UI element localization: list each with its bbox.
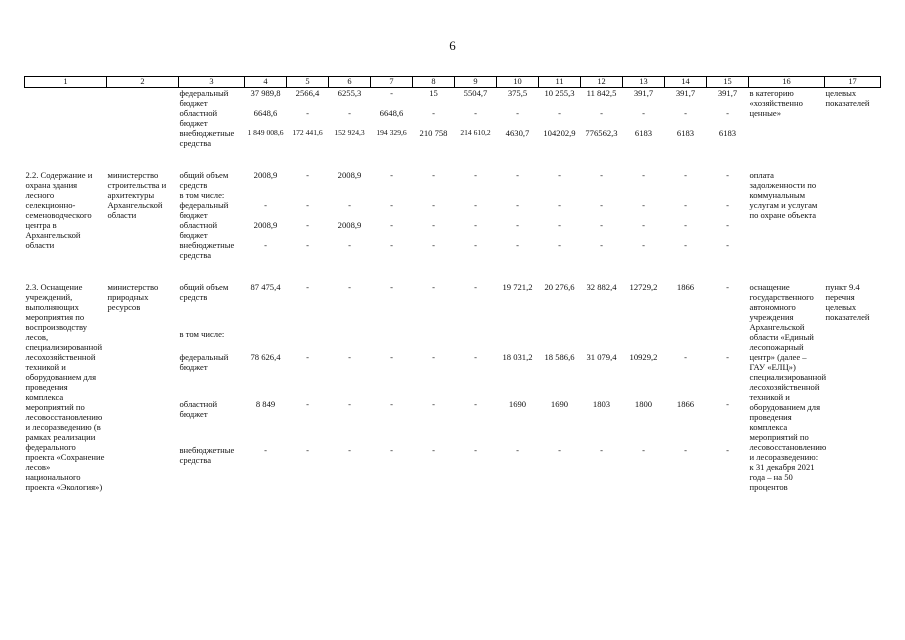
value-cell: -	[558, 200, 561, 210]
value-cell: -	[306, 445, 309, 456]
funding-source-label: федеральный бюджет	[179, 88, 229, 108]
value-cell	[497, 329, 539, 352]
value-cell: -	[432, 108, 435, 118]
value-cell	[287, 190, 329, 200]
column-header: 8	[413, 77, 455, 88]
value-cell: -	[600, 170, 603, 180]
value-cell: -	[726, 108, 729, 118]
value-cell: -	[642, 108, 645, 118]
value-cell: -	[306, 170, 309, 180]
value-cell: -	[516, 108, 519, 118]
executor	[107, 88, 179, 149]
funding-source-label: общий объем средств	[179, 282, 229, 302]
value-cell: 776562,3	[585, 128, 618, 138]
value-cell: -	[264, 445, 267, 456]
value-cell: -	[726, 282, 729, 292]
column-header: 1	[25, 77, 107, 88]
value-cell: -	[306, 240, 309, 250]
value-cell: -	[390, 200, 393, 210]
value-cell: 6183	[676, 128, 695, 138]
value-cell	[329, 190, 371, 200]
value-cell: 172 441,6	[292, 128, 323, 137]
value-cell: -	[390, 398, 393, 409]
value-cell: -	[432, 240, 435, 250]
value-cell: 1 849 008,6	[247, 128, 284, 137]
value-cell	[581, 329, 623, 352]
value-cell: -	[348, 398, 351, 409]
spacer-row	[25, 260, 881, 282]
value-cell	[455, 190, 497, 200]
value-cell: 10929,2	[629, 351, 658, 362]
value-cell: -	[474, 220, 477, 230]
value-cell: -	[306, 282, 309, 292]
value-cell: -	[558, 108, 561, 118]
value-cell: -	[726, 200, 729, 210]
value-cell: 6183	[718, 128, 737, 138]
measure-title	[25, 88, 107, 149]
value-cell: -	[306, 108, 309, 118]
value-cell: 391,7	[717, 88, 738, 98]
value-cell: 2008,9	[253, 220, 278, 230]
value-cell: 2008,9	[337, 220, 362, 230]
value-cell: -	[558, 445, 561, 456]
value-cell: -	[432, 445, 435, 456]
funding-source-label: областной бюджет	[179, 108, 218, 128]
value-cell: 1690	[508, 398, 527, 409]
value-cell: 152 924,3	[334, 128, 365, 137]
value-cell: 391,7	[675, 88, 696, 98]
column-header: 4	[245, 77, 287, 88]
value-cell: 18 586,6	[544, 351, 575, 362]
value-cell: -	[474, 200, 477, 210]
value-cell: 1800	[634, 398, 653, 409]
funding-source-label: областной бюджет	[179, 398, 218, 419]
value-cell	[707, 329, 749, 352]
funding-source-label: общий объем средств	[179, 170, 229, 190]
value-cell: -	[684, 445, 687, 456]
value-cell: 210 758	[419, 128, 448, 138]
value-cell: 6648,6	[379, 108, 404, 118]
value-cell: -	[474, 170, 477, 180]
column-header: 16	[749, 77, 825, 88]
value-cell	[371, 190, 413, 200]
value-cell	[665, 329, 707, 352]
value-cell	[245, 329, 287, 352]
value-cell: -	[684, 220, 687, 230]
value-cell: -	[390, 220, 393, 230]
value-cell: -	[390, 445, 393, 456]
value-cell: -	[432, 220, 435, 230]
value-cell: -	[684, 200, 687, 210]
target-indicator	[825, 170, 881, 260]
value-cell	[497, 190, 539, 200]
value-cell: 1866	[676, 282, 695, 292]
value-cell: -	[306, 351, 309, 362]
value-cell: -	[348, 240, 351, 250]
column-header: 11	[539, 77, 581, 88]
executor: министерство природных ресурсов	[107, 282, 159, 312]
value-cell: 214 610,2	[460, 128, 491, 137]
value-cell: -	[684, 351, 687, 362]
value-cell: 10 255,3	[544, 88, 575, 98]
value-cell	[665, 190, 707, 200]
value-cell: 1803	[592, 398, 611, 409]
value-cell: 391,7	[633, 88, 654, 98]
value-cell	[539, 190, 581, 200]
value-cell	[539, 329, 581, 352]
table-row	[25, 88, 881, 109]
funding-source-label: внебюджетные средства	[179, 445, 235, 466]
value-cell: -	[432, 170, 435, 180]
value-cell: -	[726, 220, 729, 230]
spacer-row	[25, 148, 881, 170]
value-cell	[245, 190, 287, 200]
value-cell: 4630,7	[505, 128, 530, 138]
value-cell: -	[516, 220, 519, 230]
value-cell: -	[432, 398, 435, 409]
value-cell: -	[600, 445, 603, 456]
value-cell: -	[600, 108, 603, 118]
column-header: 14	[665, 77, 707, 88]
value-cell	[287, 329, 329, 352]
value-cell: 31 079,4	[586, 351, 617, 362]
header-row	[25, 77, 881, 88]
value-cell	[413, 190, 455, 200]
funding-source-label: внебюджетные средства	[179, 240, 235, 260]
value-cell: -	[432, 282, 435, 292]
value-cell: -	[600, 220, 603, 230]
value-cell: 194 329,6	[376, 128, 407, 137]
value-cell: -	[306, 398, 309, 409]
page-number: 6	[449, 38, 456, 53]
value-cell	[329, 329, 371, 352]
value-cell: -	[684, 170, 687, 180]
value-cell: 2008,9	[337, 170, 362, 180]
value-cell: -	[516, 240, 519, 250]
column-header: 5	[287, 77, 329, 88]
value-cell: -	[642, 445, 645, 456]
value-cell: -	[390, 282, 393, 292]
column-header: 15	[707, 77, 749, 88]
budget-table	[24, 76, 881, 492]
value-cell: 1866	[676, 398, 695, 409]
value-cell: -	[306, 220, 309, 230]
value-cell: 87 475,4	[250, 282, 281, 292]
value-cell: 15	[429, 88, 438, 98]
value-cell: -	[642, 220, 645, 230]
value-cell: -	[726, 398, 729, 409]
target-indicator: пункт 9.4 перечня целевых показателей	[825, 282, 870, 322]
value-cell: -	[348, 445, 351, 456]
value-cell: -	[348, 108, 351, 118]
value-cell: -	[684, 108, 687, 118]
value-cell: -	[348, 200, 351, 210]
value-cell: -	[390, 170, 393, 180]
column-header: 2	[107, 77, 179, 88]
value-cell	[581, 190, 623, 200]
value-cell: -	[474, 351, 477, 362]
value-cell	[707, 190, 749, 200]
value-cell: -	[264, 240, 267, 250]
target-indicator: целевых показателей	[825, 88, 870, 108]
column-header: 7	[371, 77, 413, 88]
value-cell: 19 721,2	[502, 282, 533, 292]
value-cell: 32 882,4	[586, 282, 617, 292]
column-header: 13	[623, 77, 665, 88]
value-cell: 5504,7	[463, 88, 488, 98]
value-cell: -	[390, 88, 393, 98]
value-cell	[455, 329, 497, 352]
value-cell: -	[726, 170, 729, 180]
value-cell: -	[264, 200, 267, 210]
expected-result: оснащение государственного автономного учреждения Архангельской области «Единый лесопожарный центр» (далее – ГАУ «ЕЛЦ») специализированной лесохозяйственной техникой и оборудованием для проведения комплекса мероприятий по лесовосстановлению и лесоразведению: к 31 декабря 2021 года – на 50 процентов	[749, 282, 827, 492]
column-header: 10	[497, 77, 539, 88]
column-header: 6	[329, 77, 371, 88]
funding-source-label: федеральный бюджет	[179, 351, 229, 372]
value-cell: 8 849	[255, 398, 276, 409]
table-row	[25, 170, 881, 190]
funding-source-label: внебюджетные средства	[179, 128, 235, 148]
value-cell	[371, 329, 413, 352]
spacer-cell	[25, 260, 881, 282]
funding-source-label: областной бюджет	[179, 220, 218, 240]
value-cell: 78 626,4	[250, 351, 281, 362]
value-cell: -	[642, 200, 645, 210]
value-cell: -	[348, 351, 351, 362]
value-cell: -	[474, 398, 477, 409]
value-cell: 11 842,5	[586, 88, 617, 98]
value-cell: 6255,3	[337, 88, 362, 98]
value-cell: 375,5	[507, 88, 528, 98]
value-cell: -	[474, 240, 477, 250]
value-cell: -	[642, 240, 645, 250]
value-cell: 2008,9	[253, 170, 278, 180]
expected-result: оплата задолженности по коммунальным услугам и услугам по охране объекта	[749, 170, 818, 220]
value-cell: -	[474, 445, 477, 456]
value-cell: -	[390, 240, 393, 250]
funding-source-label: федеральный бюджет	[179, 200, 229, 220]
value-cell: 1690	[550, 398, 569, 409]
value-cell: -	[474, 108, 477, 118]
value-cell: -	[726, 351, 729, 362]
value-cell: -	[348, 282, 351, 292]
value-cell: -	[600, 200, 603, 210]
value-cell: -	[306, 200, 309, 210]
value-cell: 6648,6	[253, 108, 278, 118]
value-cell: 37 989,8	[250, 88, 281, 98]
value-cell: 6183	[634, 128, 653, 138]
executor: министерство строительства и архитектуры Архангельской области	[107, 170, 167, 220]
column-header: 9	[455, 77, 497, 88]
value-cell: -	[516, 170, 519, 180]
value-cell	[623, 329, 665, 352]
value-cell: 12729,2	[629, 282, 658, 292]
measure-title: 2.2. Содержание и охрана здания лесного селекционно-семеноводческого центра в Архангельской области	[25, 170, 93, 250]
column-header: 3	[179, 77, 245, 88]
value-cell: -	[474, 282, 477, 292]
value-cell: 20 276,6	[544, 282, 575, 292]
spacer-cell	[25, 148, 881, 170]
funding-source-label: в том числе:	[179, 328, 225, 339]
column-header: 17	[825, 77, 881, 88]
column-header: 12	[581, 77, 623, 88]
value-cell: 104202,9	[543, 128, 576, 138]
value-cell: -	[432, 200, 435, 210]
value-cell: 2566,4	[295, 88, 320, 98]
table-row	[25, 282, 881, 329]
value-cell: -	[390, 351, 393, 362]
value-cell: -	[642, 170, 645, 180]
value-cell: -	[600, 240, 603, 250]
value-cell: 18 031,2	[502, 351, 533, 362]
value-cell: -	[516, 445, 519, 456]
funding-source-label: в том числе:	[179, 190, 225, 200]
value-cell: -	[684, 240, 687, 250]
value-cell	[623, 190, 665, 200]
value-cell: -	[558, 170, 561, 180]
value-cell: -	[558, 240, 561, 250]
measure-title: 2.3. Оснащение учреждений, выполняющих мероприятия по воспроизводству лесов, специализированной лесохозяйственной техникой и оборудованием для проведения комплекса мероприятий по лесовосстановлению и лесоразведению (в рамках реализации федерального проекта «Сохранение лесов» национального проекта «Экология»)	[25, 282, 105, 492]
value-cell: -	[726, 445, 729, 456]
value-cell	[413, 329, 455, 352]
value-cell: -	[516, 200, 519, 210]
value-cell: -	[432, 351, 435, 362]
value-cell: -	[726, 240, 729, 250]
expected-result: в категорию «хозяйственно ценные»	[749, 88, 803, 118]
value-cell: -	[558, 220, 561, 230]
